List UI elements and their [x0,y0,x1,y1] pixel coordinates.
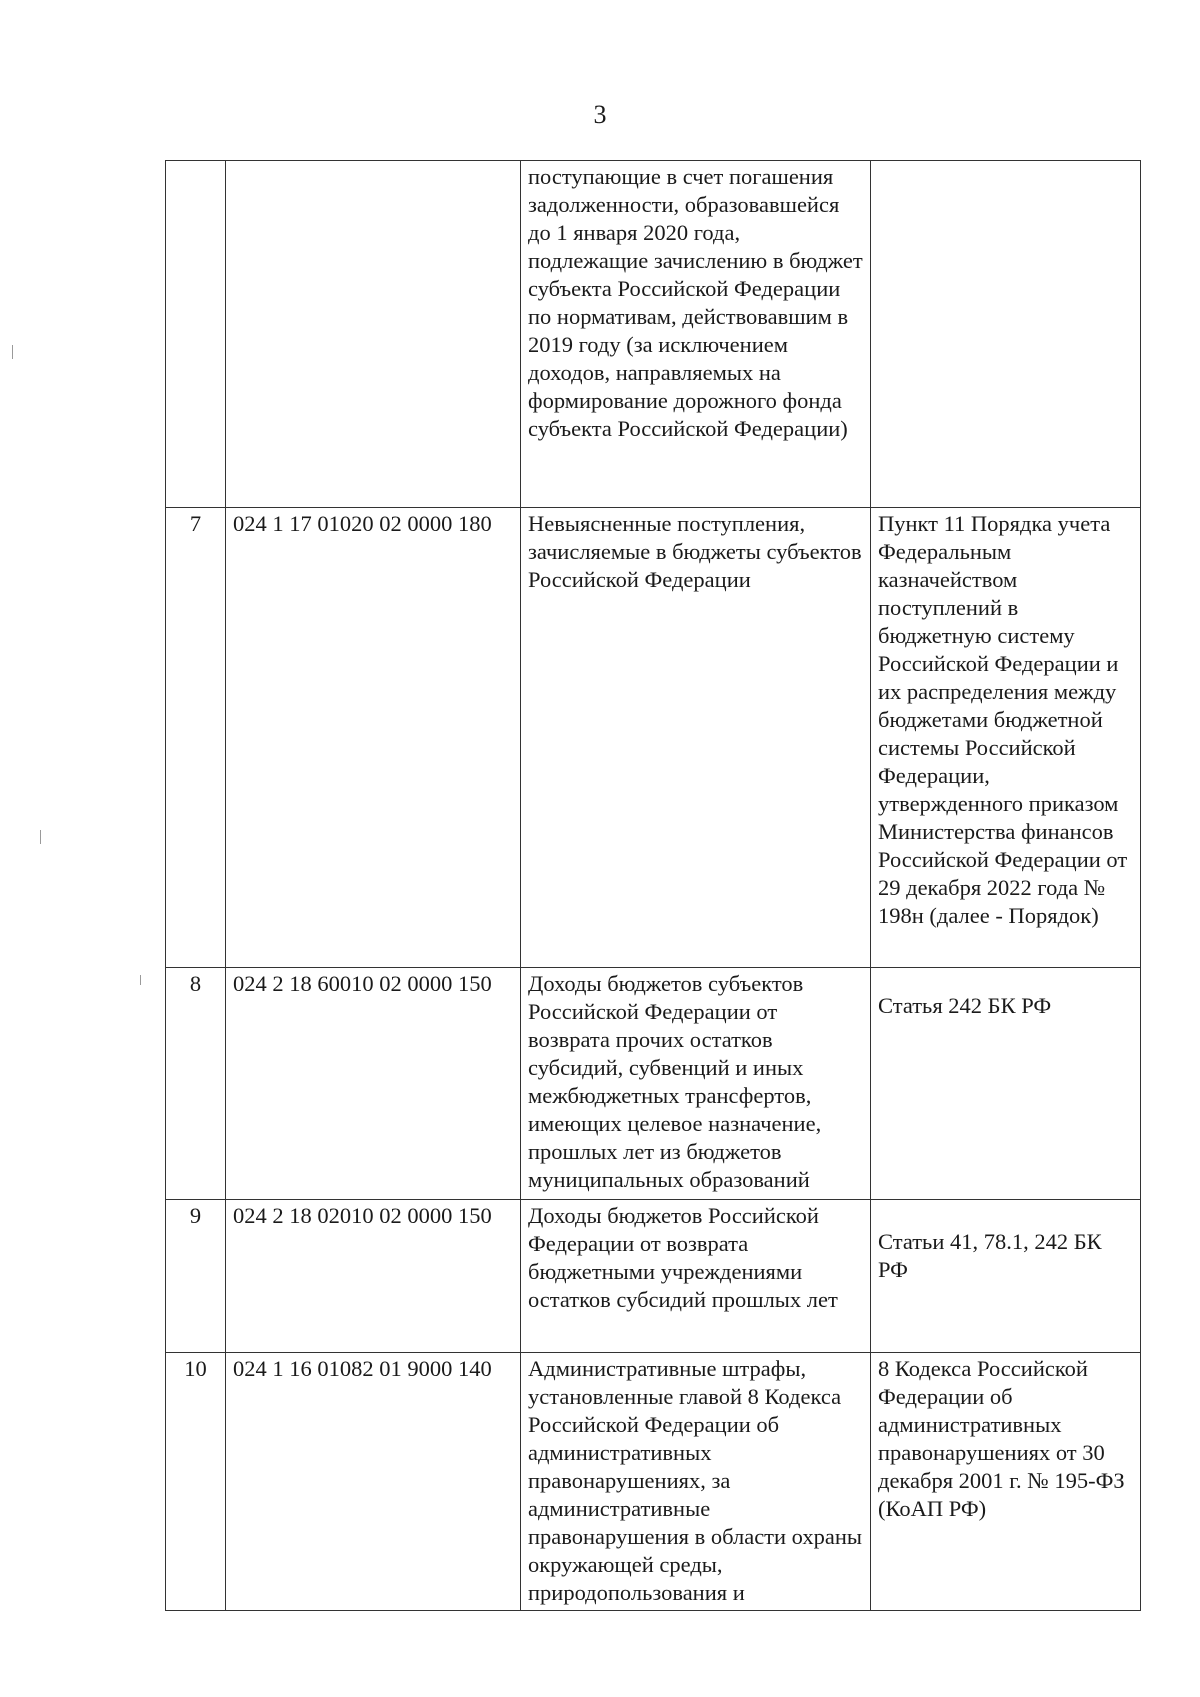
basis-text: Статьи 41, 78.1, 242 БК РФ [878,1229,1102,1282]
basis-cell: 8 Кодекса Российской Федерации об административных правонарушениях от 30 декабря 2001 г. № 195-ФЗ (КоАП РФ) [871,1353,1141,1611]
name-cell: Невыясненные поступления, зачисляемые в бюджеты субъектов Российской Федерации [521,508,871,968]
row-number-cell: 10 [166,1353,226,1611]
name-cell: Административные штрафы, установленные главой 8 Кодекса Российской Федерации об административных правонарушениях, за административные правонарушения в области охраны окружающей среды, природопользования и [521,1353,871,1611]
table-row [166,1200,1141,1353]
code-cell: 024 2 18 02010 02 0000 150 [226,1200,521,1353]
table-row [166,968,1141,1200]
scan-speck [40,830,41,844]
basis-cell [871,1200,1141,1353]
table-row [166,508,1141,968]
table-row [166,1353,1141,1611]
scan-speck [12,345,13,359]
table-row [166,161,1141,508]
code-cell: 024 1 17 01020 02 0000 180 [226,508,521,968]
basis-cell: Пункт 11 Порядка учета Федеральным казначейством поступлений в бюджетную систему Российской Федерации и их распределения между бюджетами бюджетной системы Российской Федерации, утвержденного приказом Министерства финансов Российской Федерации от 29 декабря 2022 года № 198н (далее - Порядок) [871,508,1141,968]
code-cell: 024 2 18 60010 02 0000 150 [226,968,521,1200]
basis-cell [871,161,1141,508]
code-cell: 024 1 16 01082 01 9000 140 [226,1353,521,1611]
row-number-cell: 7 [166,508,226,968]
basis-cell [871,968,1141,1200]
row-number-cell [166,161,226,508]
code-cell [226,161,521,508]
scan-speck [140,975,141,985]
row-number-cell: 9 [166,1200,226,1353]
name-cell: Доходы бюджетов субъектов Российской Федерации от возврата прочих остатков субсидий, субвенций и иных межбюджетных трансфертов, имеющих целевое назначение, прошлых лет из бюджетов муниципальных образований [521,968,871,1200]
revenue-table [165,160,1141,1611]
name-cell: Доходы бюджетов Российской Федерации от возврата бюджетными учреждениями остатков субсидий прошлых лет [521,1200,871,1353]
name-cell: поступающие в счет погашения задолженности, образовавшейся до 1 января 2020 года, подлежащие зачислению в бюджет субъекта Российской Федерации по нормативам, действовавшим в 2019 году (за исключением доходов, направляемых на формирование дорожного фонда субъекта Российской Федерации) [521,161,871,508]
basis-text: Статья 242 БК РФ [878,993,1052,1018]
page-number: 3 [593,100,607,129]
row-number-cell: 8 [166,968,226,1200]
